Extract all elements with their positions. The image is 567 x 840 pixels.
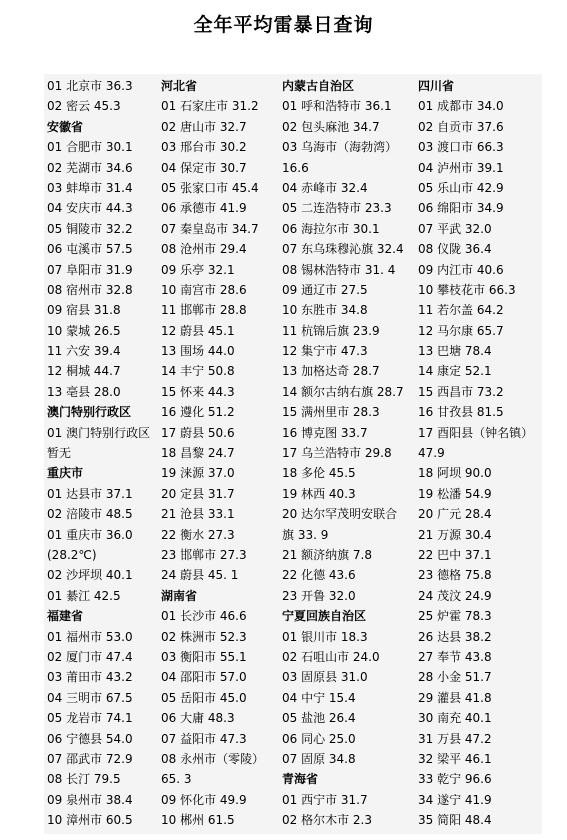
station-entry: 08 长汀 79.5 bbox=[47, 772, 121, 787]
station-entry: 09 乐亭 32.1 bbox=[161, 262, 235, 277]
station-entry: 04 赤峰市 32.4 bbox=[282, 180, 368, 195]
station-entry: 07 秦皇岛市 34.7 bbox=[161, 221, 259, 236]
station-entry: 13 亳县 28.0 bbox=[47, 384, 121, 399]
station-entry: 05 铜陵市 32.2 bbox=[47, 221, 133, 236]
station-entry: 10 东胜市 34.8 bbox=[282, 303, 368, 318]
station-entry: 02 沙坪坝 40.1 bbox=[47, 568, 133, 583]
station-entry: 06 承德市 41.9 bbox=[161, 201, 247, 216]
station-entry: 09 宿县 31.8 bbox=[47, 303, 121, 318]
station-entry: 01 呼和浩特市 36.1 bbox=[282, 99, 392, 114]
station-entry: 16 博克图 33.7 bbox=[282, 425, 368, 440]
region-heading: 青海省 bbox=[282, 772, 319, 787]
station-entry: 25 炉霍 78.3 bbox=[418, 609, 492, 624]
station-entry: 19 林西 40.3 bbox=[282, 486, 356, 501]
station-entry: 暂无 bbox=[47, 446, 72, 461]
station-entry: (28.2℃) bbox=[47, 547, 97, 562]
station-entry: 06 绵阳市 34.9 bbox=[418, 201, 504, 216]
station-entry: 02 石咀山市 24.0 bbox=[282, 649, 380, 664]
station-entry: 01 达县市 37.1 bbox=[47, 486, 133, 501]
station-entry: 08 永州市（零陵） bbox=[161, 751, 265, 766]
station-entry: 01 綦江 42.5 bbox=[47, 588, 121, 603]
station-entry: 旗 33. 9 bbox=[282, 527, 329, 542]
station-entry: 31 万县 47.2 bbox=[418, 731, 492, 746]
station-entry: 10 郴州 61.5 bbox=[161, 813, 235, 828]
station-entry: 06 大庸 48.3 bbox=[161, 711, 235, 726]
page-title: 全年平均雷暴日查询 bbox=[193, 14, 374, 36]
station-entry: 65. 3 bbox=[161, 772, 192, 787]
station-entry: 01 重庆市 36.0 bbox=[47, 527, 133, 542]
station-entry: 01 福州市 53.0 bbox=[47, 629, 133, 644]
station-entry: 10 漳州市 60.5 bbox=[47, 813, 133, 828]
station-entry: 06 宁德县 54.0 bbox=[47, 731, 133, 746]
station-entry: 02 株洲市 52.3 bbox=[161, 629, 247, 644]
station-entry: 03 蚌埠市 31.4 bbox=[47, 180, 133, 195]
station-entry: 04 中宁 15.4 bbox=[282, 690, 356, 705]
station-entry: 29 灌县 41.8 bbox=[418, 690, 492, 705]
station-entry: 04 三明市 67.5 bbox=[47, 690, 133, 705]
station-entry: 19 涞源 37.0 bbox=[161, 466, 235, 481]
station-entry: 03 莆田市 43.2 bbox=[47, 670, 133, 685]
station-entry: 16 甘孜县 81.5 bbox=[418, 405, 504, 420]
station-entry: 02 厦门市 47.4 bbox=[47, 649, 133, 664]
station-entry: 15 怀来 44.3 bbox=[161, 384, 235, 399]
station-entry: 21 万源 30.4 bbox=[418, 527, 492, 542]
table-column-1 bbox=[47, 76, 159, 830]
station-entry: 02 芜湖市 34.6 bbox=[47, 160, 133, 175]
station-entry: 15 西昌市 73.2 bbox=[418, 384, 504, 399]
station-entry: 06 屯溪市 57.5 bbox=[47, 242, 133, 257]
station-entry: 07 阜阳市 31.9 bbox=[47, 262, 133, 277]
table-column-2 bbox=[161, 76, 279, 830]
station-entry: 13 围场 44.0 bbox=[161, 344, 235, 359]
station-entry: 19 松潘 54.9 bbox=[418, 486, 492, 501]
region-heading: 澳门特别行政区 bbox=[47, 405, 132, 420]
station-entry: 01 澳门特别行政区 bbox=[47, 425, 151, 440]
station-entry: 01 长沙市 46.6 bbox=[161, 609, 247, 624]
station-entry: 20 定县 31.7 bbox=[161, 486, 235, 501]
station-entry: 24 茂汶 24.9 bbox=[418, 588, 492, 603]
station-entry: 03 乌海市（海勃湾） bbox=[282, 140, 398, 155]
station-entry: 04 安庆市 44.3 bbox=[47, 201, 133, 216]
table-column-4 bbox=[418, 76, 540, 830]
station-entry: 05 二连浩特市 23.3 bbox=[282, 201, 392, 216]
station-entry: 05 岳阳市 45.0 bbox=[161, 690, 247, 705]
station-entry: 02 格尔木市 2.3 bbox=[282, 813, 372, 828]
station-entry: 02 密云 45.3 bbox=[47, 99, 121, 114]
station-entry: 03 渡口市 66.3 bbox=[418, 140, 504, 155]
station-entry: 06 海拉尔市 30.1 bbox=[282, 221, 380, 236]
station-entry: 04 保定市 30.7 bbox=[161, 160, 247, 175]
region-heading: 宁夏回族自治区 bbox=[282, 609, 367, 624]
station-entry: 07 平武 32.0 bbox=[418, 221, 492, 236]
station-entry: 32 梁平 46.1 bbox=[418, 751, 492, 766]
station-entry: 01 成都市 34.0 bbox=[418, 99, 504, 114]
station-entry: 30 南充 40.1 bbox=[418, 711, 492, 726]
station-entry: 01 石家庄市 31.2 bbox=[161, 99, 259, 114]
station-entry: 09 怀化市 49.9 bbox=[161, 792, 247, 807]
station-entry: 17 乌兰浩特市 29.8 bbox=[282, 446, 392, 461]
station-entry: 22 衡水 27.3 bbox=[161, 527, 235, 542]
station-entry: 14 康定 52.1 bbox=[418, 364, 492, 379]
region-heading: 安徽省 bbox=[47, 119, 84, 134]
station-entry: 05 乐山市 42.9 bbox=[418, 180, 504, 195]
station-entry: 08 沧州市 29.4 bbox=[161, 242, 247, 257]
station-entry: 14 额尔古纳右旗 28.7 bbox=[282, 384, 404, 399]
station-entry: 26 达县 38.2 bbox=[418, 629, 492, 644]
station-entry: 21 额济纳旗 7.8 bbox=[282, 547, 372, 562]
station-entry: 07 邵武市 72.9 bbox=[47, 751, 133, 766]
station-entry: 21 沧县 33.1 bbox=[161, 507, 235, 522]
station-entry: 23 邯郸市 27.3 bbox=[161, 547, 247, 562]
station-entry: 23 德格 75.8 bbox=[418, 568, 492, 583]
station-entry: 13 巴塘 78.4 bbox=[418, 344, 492, 359]
station-entry: 20 达尔罕茂明安联合 bbox=[282, 507, 398, 522]
station-entry: 35 简阳 48.4 bbox=[418, 813, 492, 828]
station-entry: 11 邯郸市 28.8 bbox=[161, 303, 247, 318]
station-entry: 07 益阳市 47.3 bbox=[161, 731, 247, 746]
station-entry: 02 包头麻池 34.7 bbox=[282, 119, 380, 134]
station-entry: 07 固原 34.8 bbox=[282, 751, 356, 766]
region-heading: 福建省 bbox=[47, 609, 84, 624]
station-entry: 18 阿坝 90.0 bbox=[418, 466, 492, 481]
station-entry: 11 六安 39.4 bbox=[47, 344, 121, 359]
station-entry: 15 满州里市 28.3 bbox=[282, 405, 380, 420]
station-entry: 47.9 bbox=[418, 446, 445, 461]
station-entry: 12 桐城 44.7 bbox=[47, 364, 121, 379]
station-entry: 08 宿州市 32.8 bbox=[47, 282, 133, 297]
station-entry: 09 泉州市 38.4 bbox=[47, 792, 133, 807]
station-entry: 18 昌黎 24.7 bbox=[161, 446, 235, 461]
station-entry: 12 马尔康 65.7 bbox=[418, 323, 504, 338]
station-entry: 11 杭锦后旗 23.9 bbox=[282, 323, 380, 338]
station-entry: 05 盐池 26.4 bbox=[282, 711, 356, 726]
station-entry: 20 广元 28.4 bbox=[418, 507, 492, 522]
station-entry: 16 遵化 51.2 bbox=[161, 405, 235, 420]
station-entry: 04 邵阳市 57.0 bbox=[161, 670, 247, 685]
station-entry: 17 蔚县 50.6 bbox=[161, 425, 235, 440]
station-entry: 22 化德 43.6 bbox=[282, 568, 356, 583]
station-entry: 12 蔚县 45.1 bbox=[161, 323, 235, 338]
station-entry: 03 固原县 31.0 bbox=[282, 670, 368, 685]
station-entry: 16.6 bbox=[282, 160, 309, 175]
region-heading: 内蒙古自治区 bbox=[282, 79, 355, 93]
station-entry: 09 内江市 40.6 bbox=[418, 262, 504, 277]
station-entry: 02 唐山市 32.7 bbox=[161, 119, 247, 134]
station-entry: 23 开鲁 32.0 bbox=[282, 588, 356, 603]
station-entry: 03 衡阳市 55.1 bbox=[161, 649, 247, 664]
station-entry: 05 龙岩市 74.1 bbox=[47, 711, 133, 726]
station-entry: 06 同心 25.0 bbox=[282, 731, 356, 746]
station-entry: 05 张家口市 45.4 bbox=[161, 180, 259, 195]
station-entry: 07 东乌珠穆沁旗 32.4 bbox=[282, 242, 404, 257]
station-entry: 27 奉节 43.8 bbox=[418, 649, 492, 664]
station-entry: 02 自贡市 37.6 bbox=[418, 119, 504, 134]
station-entry: 02 涪陵市 48.5 bbox=[47, 507, 133, 522]
station-entry: 12 集宁市 47.3 bbox=[282, 344, 368, 359]
station-entry: 18 多伦 45.5 bbox=[282, 466, 356, 481]
station-entry: 24 蔚县 45. 1 bbox=[161, 568, 239, 583]
station-entry: 33 乾宁 96.6 bbox=[418, 772, 492, 787]
station-entry: 01 银川市 18.3 bbox=[282, 629, 368, 644]
station-entry: 14 丰宁 50.8 bbox=[161, 364, 235, 379]
station-entry: 34 遂宁 41.9 bbox=[418, 792, 492, 807]
station-entry: 13 加格达奇 28.7 bbox=[282, 364, 380, 379]
station-entry: 01 西宁市 31.7 bbox=[282, 792, 368, 807]
station-entry: 10 蒙城 26.5 bbox=[47, 323, 121, 338]
station-entry: 28 小金 51.7 bbox=[418, 670, 492, 685]
station-entry: 11 若尔盖 64.2 bbox=[418, 303, 504, 318]
region-heading: 湖南省 bbox=[161, 588, 198, 603]
region-heading: 河北省 bbox=[161, 79, 198, 93]
station-entry: 03 邢台市 30.2 bbox=[161, 140, 247, 155]
station-entry: 10 攀枝花市 66.3 bbox=[418, 282, 516, 297]
station-entry: 08 锡林浩特市 31. 4 bbox=[282, 262, 396, 277]
station-entry: 01 北京市 36.3 bbox=[47, 79, 133, 93]
station-entry: 04 泸州市 39.1 bbox=[418, 160, 504, 175]
station-entry: 09 通辽市 27.5 bbox=[282, 282, 368, 297]
table-column-3 bbox=[282, 76, 415, 830]
station-entry: 22 巴中 37.1 bbox=[418, 547, 492, 562]
station-entry: 10 南宫市 28.6 bbox=[161, 282, 247, 297]
region-heading: 四川省 bbox=[418, 79, 455, 93]
station-entry: 08 仪陇 36.4 bbox=[418, 242, 492, 257]
region-heading: 重庆市 bbox=[47, 466, 84, 481]
station-entry: 17 酉阳县（钟名镇） bbox=[418, 425, 534, 440]
station-entry: 01 合肥市 30.1 bbox=[47, 140, 133, 155]
